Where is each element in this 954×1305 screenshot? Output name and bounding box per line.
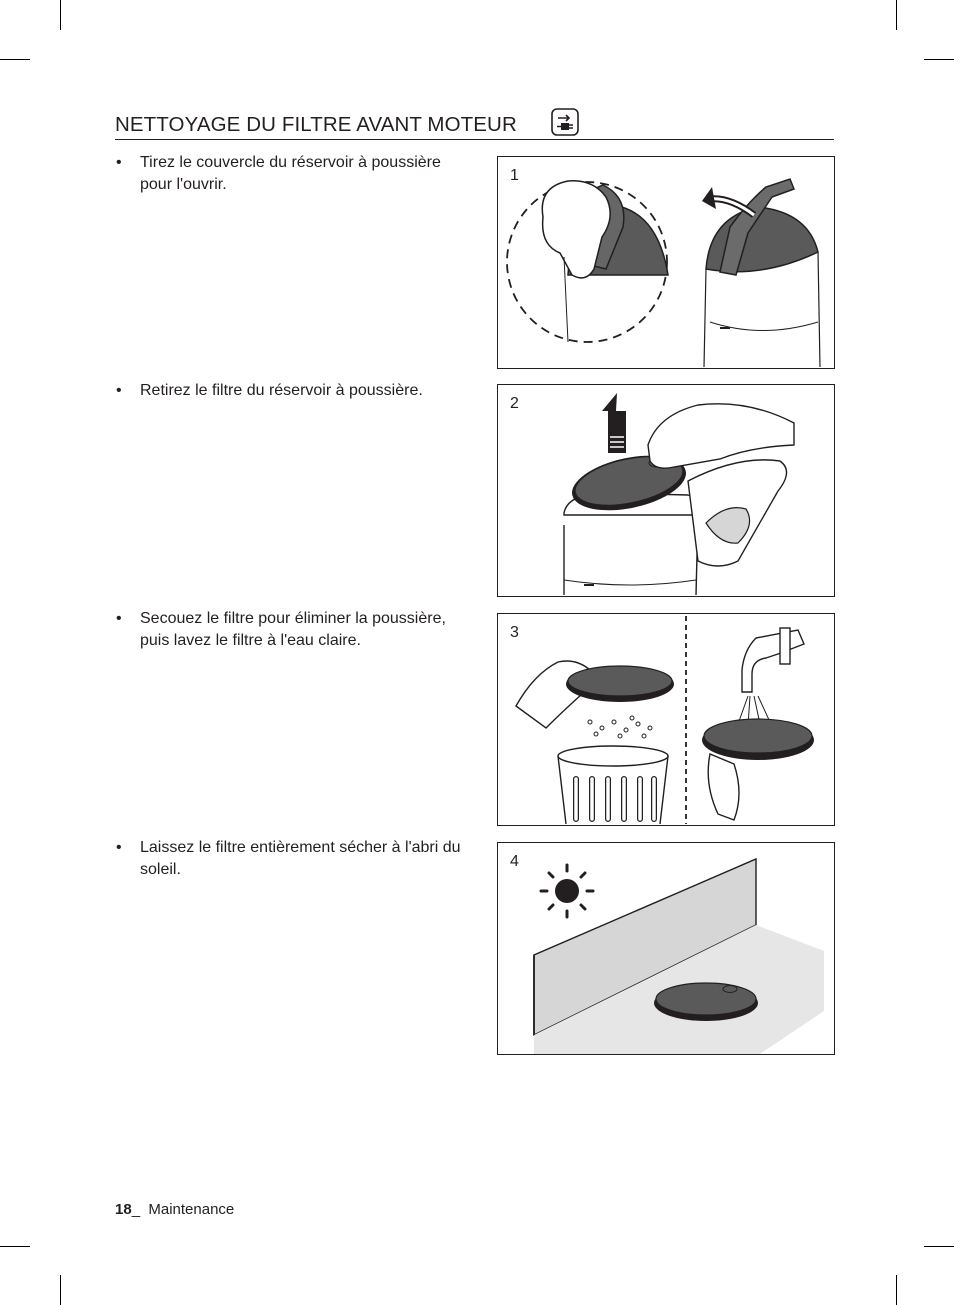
step-1-text [115,152,475,196]
dry-in-shade-drawing [498,843,834,1054]
bullet: • [116,382,122,399]
page-number-separator: _ [131,1201,141,1218]
crop-mark [896,0,897,30]
shake-wash-filter-drawing [498,614,834,825]
step-2-illustration [497,384,835,597]
bullet: • [116,610,122,627]
step-3-text [115,608,475,652]
step-3-label: Secouez le filtre pour éliminer la poussière, puis lavez le filtre à l'eau claire. [140,610,446,649]
page-footer [115,1201,234,1219]
step-number: 4 [510,853,519,870]
section-name: Maintenance [148,1201,235,1218]
step-number: 1 [510,167,519,184]
crop-mark [924,59,954,60]
step-4-label: Laissez le filtre entièrement sécher à l'abri du soleil. [140,839,461,878]
step-number: 3 [510,624,519,641]
crop-mark [0,1246,30,1247]
crop-mark [924,1246,954,1247]
title-rule [115,139,834,140]
step-4-illustration [497,842,835,1055]
step-2-text [115,380,475,402]
page-title: NETTOYAGE DU FILTRE AVANT MOTEUR [115,113,517,136]
crop-mark [60,0,61,30]
remove-filter-drawing [498,385,834,596]
step-1-label: Tirez le couvercle du réservoir à poussière pour l'ouvrir. [140,154,441,193]
step-4-text [115,837,475,881]
crop-mark [896,1275,897,1305]
crop-mark [60,1275,61,1305]
bullet: • [116,839,122,856]
step-number: 2 [510,395,519,412]
open-lid-drawing [498,157,834,368]
crop-mark [0,59,30,60]
unplug-icon [551,108,579,136]
step-1-illustration [497,156,835,369]
step-3-illustration [497,613,835,826]
bullet: • [116,154,122,171]
page-number: 18 [115,1201,132,1218]
step-2-label: Retirez le filtre du réservoir à poussière. [140,382,423,399]
